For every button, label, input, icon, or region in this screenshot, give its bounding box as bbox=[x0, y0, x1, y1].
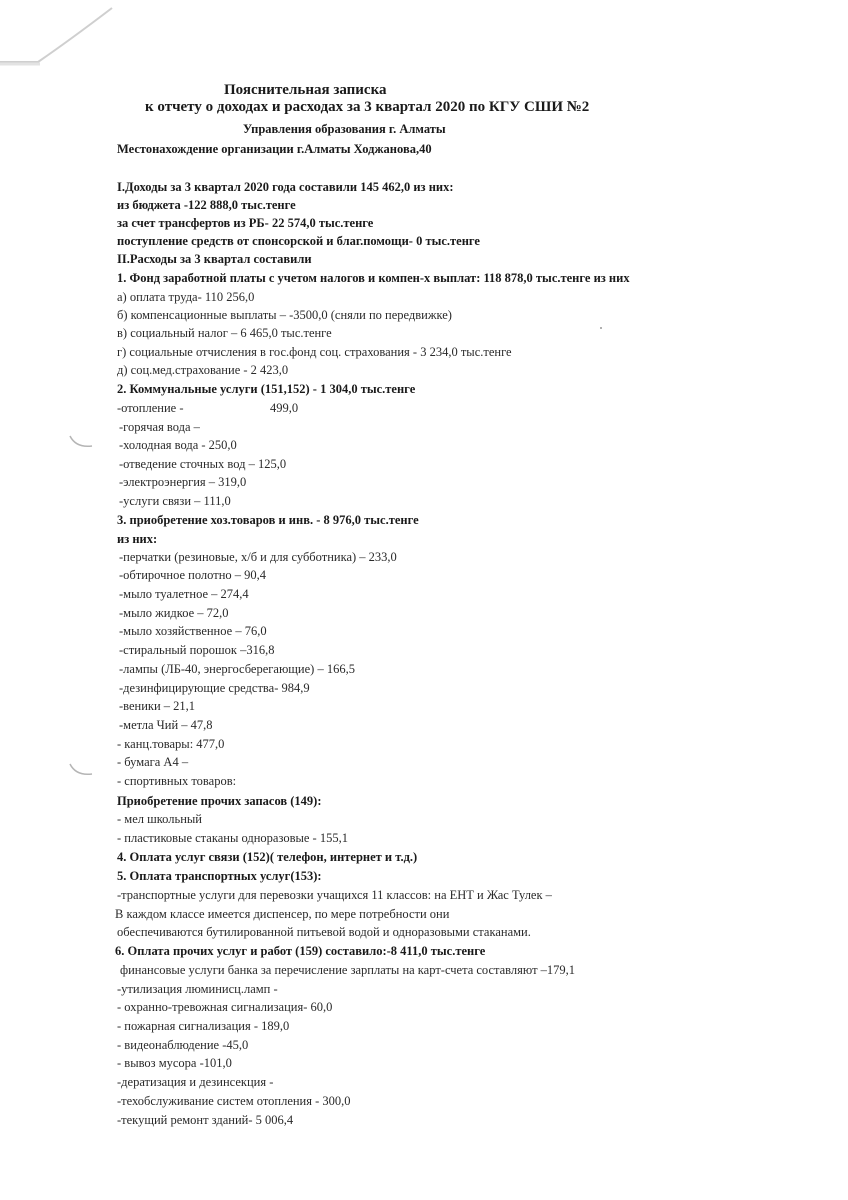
text-line: д) соц.мед.страхование - 2 423,0 bbox=[117, 363, 289, 377]
text-line: - пожарная сигнализация - 189,0 bbox=[117, 1019, 290, 1033]
punch-hole-mark bbox=[66, 758, 96, 782]
text-line: в) социальный налог – 6 465,0 тыс.тенге bbox=[117, 326, 332, 340]
text-line: поступление средств от спонсорской и благ.помощи- 0 тыс.тенге bbox=[117, 234, 480, 248]
text-line: г) социальные отчисления в гос.фонд соц. страхования - 3 234,0 тыс.тенге bbox=[117, 345, 512, 359]
text-value: 499,0 bbox=[270, 401, 299, 415]
text-line: - канц.товары: 477,0 bbox=[117, 737, 225, 751]
text-line: -перчатки (резиновые, х/б и для субботника) – 233,0 bbox=[119, 550, 397, 564]
section-heading: 1. Фонд заработной платы с учетом налогов и компен-х выплат: 118 878,0 тыс.тенге из них bbox=[117, 271, 630, 285]
section-heading: 5. Оплата транспортных услуг(153): bbox=[117, 869, 322, 883]
income-heading: I.Доходы за 3 квартал 2020 года составили 145 462,0 из них: bbox=[117, 180, 454, 194]
department-line: Управления образования г. Алматы bbox=[243, 122, 446, 136]
text-line: -веники – 21,1 bbox=[119, 699, 196, 713]
text-line: - охранно-тревожная сигнализация- 60,0 bbox=[117, 1000, 333, 1014]
section-heading: 3. приобретение хоз.товаров и инв. - 8 976,0 тыс.тенге bbox=[117, 513, 419, 527]
scan-speck bbox=[600, 327, 602, 329]
punch-hole-mark bbox=[66, 430, 96, 454]
page-subtitle: к отчету о доходах и расходах за 3 квартал 2020 по КГУ СШИ №2 bbox=[145, 99, 590, 115]
text-line: -электроэнергия – 319,0 bbox=[119, 475, 247, 489]
text-line: - спортивных товаров: bbox=[117, 774, 237, 788]
text-line: финансовые услуги банка за перечисление зарплаты на карт-счета составляют –179,1 bbox=[120, 963, 576, 977]
text-line: - пластиковые стаканы одноразовые - 155,1 bbox=[117, 831, 348, 845]
text-line: - мел школьный bbox=[117, 812, 202, 826]
text-line: -мыло туалетное – 274,4 bbox=[119, 587, 249, 601]
text-line: -техобслуживание систем отопления - 300,0 bbox=[117, 1094, 351, 1108]
text-line: -отведение сточных вод – 125,0 bbox=[119, 457, 287, 471]
text-line: из них: bbox=[117, 532, 158, 546]
text-line: -текущий ремонт зданий- 5 006,4 bbox=[117, 1113, 294, 1127]
text-line: -мыло хозяйственное – 76,0 bbox=[119, 624, 267, 638]
text-line: - видеонаблюдение -45,0 bbox=[117, 1038, 249, 1052]
expenses-heading: II.Расходы за 3 квартал составили bbox=[117, 252, 312, 266]
section-heading: 4. Оплата услуг связи (152)( телефон, интернет и т.д.) bbox=[117, 850, 418, 864]
text-line: - бумага А4 – bbox=[117, 755, 189, 769]
text-line: б) компенсационные выплаты – -3500,0 (сняли по передвижке) bbox=[117, 308, 452, 322]
text-line: а) оплата труда- 110 256,0 bbox=[117, 290, 255, 304]
text-line: -лампы (ЛБ-40, энергосберегающие) – 166,5 bbox=[119, 662, 355, 676]
location-line: Местонахождение организации г.Алматы Ходжанова,40 bbox=[117, 142, 432, 156]
text-line: -услуги связи – 111,0 bbox=[119, 494, 231, 508]
text-line: -утилизация люминисц.ламп - bbox=[117, 982, 278, 996]
text-line: -горячая вода – bbox=[119, 420, 200, 434]
section-heading: Приобретение прочих запасов (149): bbox=[117, 794, 322, 808]
section-heading: 6. Оплата прочих услуг и работ (159) составило:-8 411,0 тыс.тенге bbox=[115, 944, 486, 958]
text-line: -транспортные услуги для перевозки учащихся 11 классов: на ЕНТ и Жас Тулек – bbox=[117, 888, 552, 902]
text-line: за счет трансфертов из РБ- 22 574,0 тыс.тенге bbox=[117, 216, 374, 230]
page-title: Пояснительная записка bbox=[224, 82, 387, 98]
text-line: - вывоз мусора -101,0 bbox=[117, 1056, 232, 1070]
text-line: В каждом классе имеется диспенсер, по мере потребности они bbox=[115, 907, 450, 921]
text-line: -дезинфицирующие средства- 984,9 bbox=[119, 681, 310, 695]
section-heading: 2. Коммунальные услуги (151,152) - 1 304,0 тыс.тенге bbox=[117, 382, 416, 396]
text-line: -отопление - bbox=[117, 401, 184, 415]
text-line: -стиральный порошок –316,8 bbox=[119, 643, 275, 657]
text-line: обеспечиваются бутилированной питьевой водой и одноразовыми стаканами. bbox=[117, 925, 531, 939]
text-line: -дератизация и дезинсекция - bbox=[117, 1075, 274, 1089]
text-line: из бюджета -122 888,0 тыс.тенге bbox=[117, 198, 296, 212]
text-line: -обтирочное полотно – 90,4 bbox=[119, 568, 267, 582]
text-line: -метла Чий – 47,8 bbox=[119, 718, 213, 732]
text-line: -мыло жидкое – 72,0 bbox=[119, 606, 229, 620]
text-line: -холодная вода - 250,0 bbox=[119, 438, 237, 452]
